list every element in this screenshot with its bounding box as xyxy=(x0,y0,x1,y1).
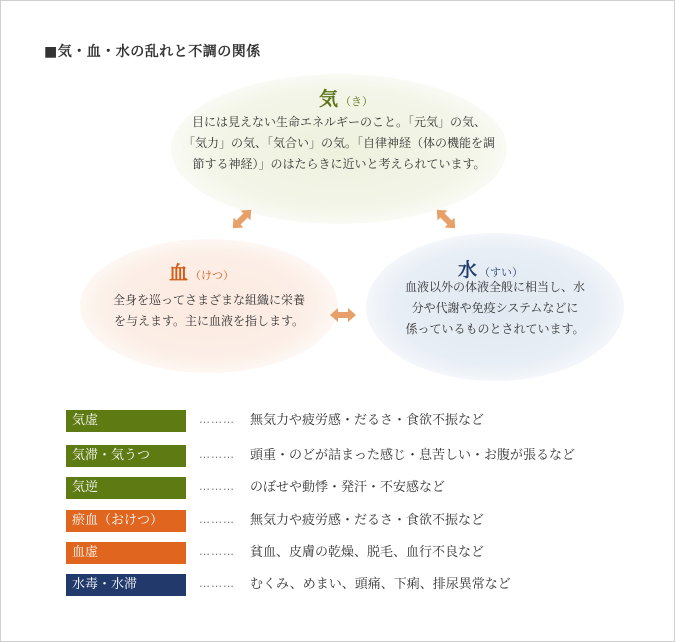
ki-heading xyxy=(319,84,373,111)
legend-tag: 気虚 xyxy=(66,410,186,432)
legend-description: 無気力や疲労感・だるさ・食欲不振など xyxy=(250,513,485,528)
leader-dots: ……… xyxy=(199,577,235,590)
legend-tag: 気滞・気うつ xyxy=(66,445,186,467)
mizu-line: 血液以外の体液全般に相当し、水 xyxy=(404,280,585,294)
mizu-line: 係っているものとされています。 xyxy=(405,322,585,336)
legend-description: 貧血、皮膚の乾燥、脱毛、血行不良など xyxy=(250,545,485,560)
mizu-reading: （すい） xyxy=(479,266,524,279)
legend-tag: 瘀血（おけつ） xyxy=(66,510,186,532)
leader-dots: ……… xyxy=(199,448,235,461)
double-arrow-icon-ki-ketsu xyxy=(225,202,259,236)
ki-line: 「気力」の気、「気合い」の気。「自律神経（体の機能を調 xyxy=(182,136,495,150)
ketsu-reading: （けつ） xyxy=(190,269,235,282)
leader-dots: ……… xyxy=(199,480,235,493)
leader-dots: ……… xyxy=(199,413,235,426)
double-arrow-icon-ketsu-mizu xyxy=(326,298,360,332)
legend-tag: 血虚 xyxy=(66,542,186,564)
legend-description: のぼせや動悸・発汗・不安感など xyxy=(250,480,446,495)
leader-dots: ……… xyxy=(199,513,235,526)
legend-description: むくみ、めまい、頭痛、下痢、排尿異常など xyxy=(250,577,511,592)
legend-tag: 水毒・水滞 xyxy=(66,574,186,596)
ki-line: 目には見えない生命エネルギーのこと。「元気」の気、 xyxy=(191,115,486,129)
ketsu-description xyxy=(87,290,331,332)
legend-description: 頭重・のどが詰まった感じ・息苦しい・お腹が張るなど xyxy=(250,448,576,463)
ketsu-line: 全身を巡ってさまざまな組織に栄養 xyxy=(112,293,305,307)
mizu-line: 分や代謝や免疫システムなどに xyxy=(411,301,579,315)
ketsu-line: を与えます。主に血液を指します。 xyxy=(113,314,305,328)
legend-description: 無気力や疲労感・だるさ・食欲不振など xyxy=(250,413,485,428)
ki-label: 気 xyxy=(319,88,339,110)
ketsu-label: 血 xyxy=(169,262,189,284)
leader-dots: ……… xyxy=(199,545,235,558)
mizu-description xyxy=(375,277,615,340)
double-arrow-icon-ki-mizu xyxy=(429,202,463,236)
page-title: ■気・血・水の乱れと不調の関係 xyxy=(44,44,261,60)
ki-reading: （き） xyxy=(340,95,374,108)
mizu-label: 水 xyxy=(458,259,478,281)
ki-description xyxy=(179,112,499,175)
legend-tag: 気逆 xyxy=(66,477,186,499)
ketsu-heading xyxy=(169,258,234,285)
ki-line: 節する神経）」のはたらきに近いと考えられています。 xyxy=(192,157,486,171)
